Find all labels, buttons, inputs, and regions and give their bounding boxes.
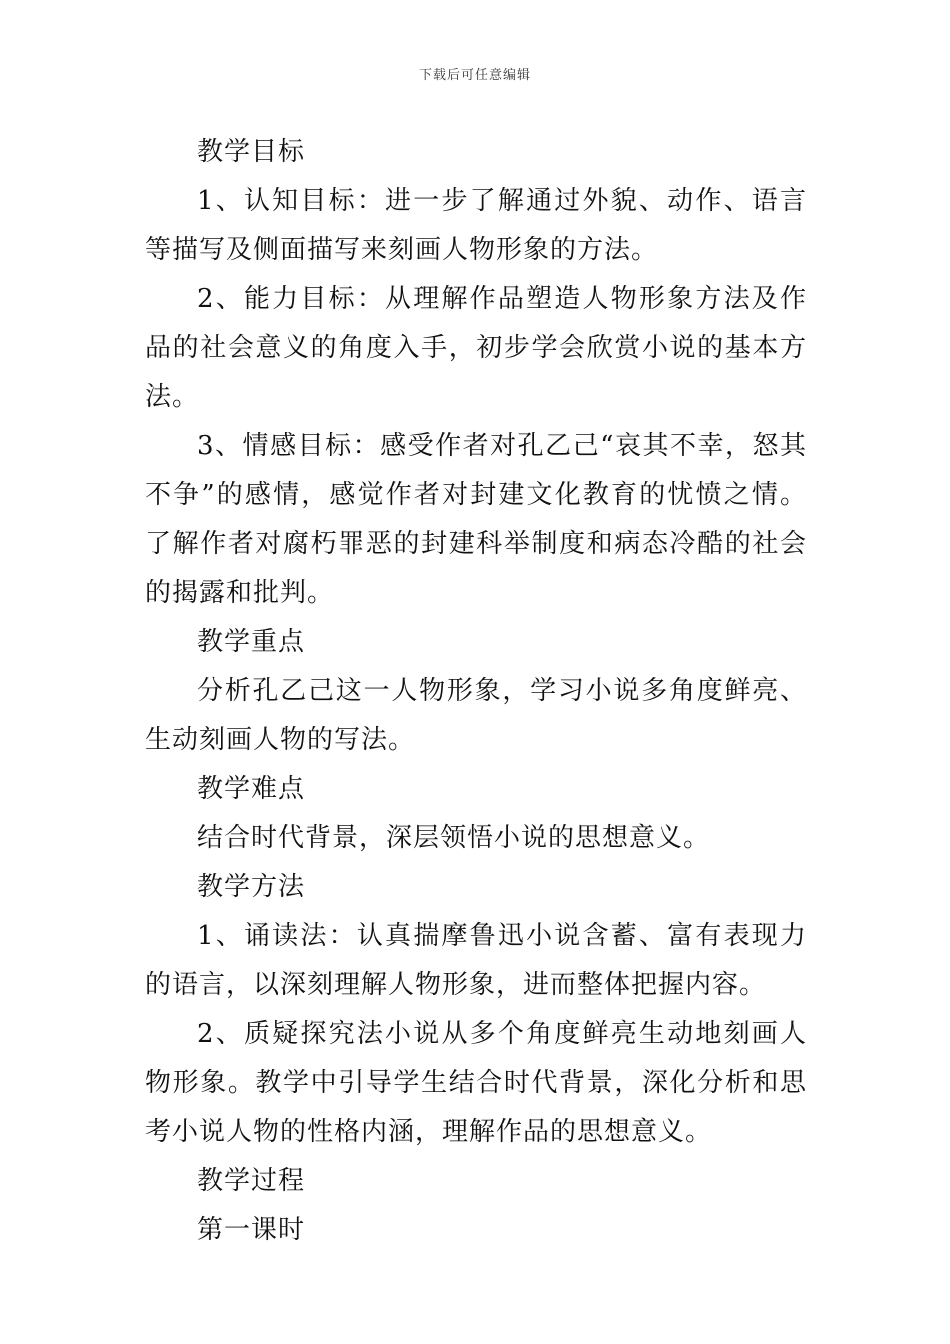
- method-reading: 1、诵读法：认真揣摩鲁迅小说含蓄、富有表现力的语言，以深刻理解人物形象，进而整体把握内容。: [145, 921, 807, 1000]
- objective-ability: 2、能力目标：从理解作品塑造人物形象方法及作品的社会意义的角度入手，初步学会欣赏小说的基本方法。: [145, 284, 807, 412]
- method-inquiry: 2、质疑探究法小说从多个角度鲜亮生动地刻画人物形象。教学中引导学生结合时代背景，深化分析和思考小说人物的性格内涵，理解作品的思想意义。: [145, 1019, 807, 1147]
- page-header: 下载后可任意编辑: [418, 68, 531, 83]
- first-lesson-heading: 第一课时: [197, 1215, 306, 1245]
- section-heading-key-points: 教学重点: [197, 627, 306, 657]
- document-body: [145, 128, 807, 1255]
- section-heading-objectives: 教学目标: [197, 137, 306, 167]
- key-points-text: 分析孔乙己这一人物形象，学习小说多角度鲜亮、生动刻画人物的写法。: [145, 676, 807, 755]
- difficulties-text: 结合时代背景，深层领悟小说的思想意义。: [197, 823, 711, 853]
- objective-emotion: 3、情感目标：感受作者对孔乙己“哀其不幸，怒其不争”的感情，感觉作者对封建文化教育的忧愤之情。了解作者对腐朽罪恶的封建科举制度和病态冷酷的社会的揭露和批判。: [145, 431, 807, 608]
- objective-cognitive: 1、认知目标：进一步了解通过外貌、动作、语言等描写及侧面描写来刻画人物形象的方法。: [145, 186, 807, 265]
- section-heading-difficulties: 教学难点: [197, 774, 306, 804]
- section-heading-methods: 教学方法: [197, 872, 306, 902]
- section-heading-process: 教学过程: [197, 1166, 306, 1196]
